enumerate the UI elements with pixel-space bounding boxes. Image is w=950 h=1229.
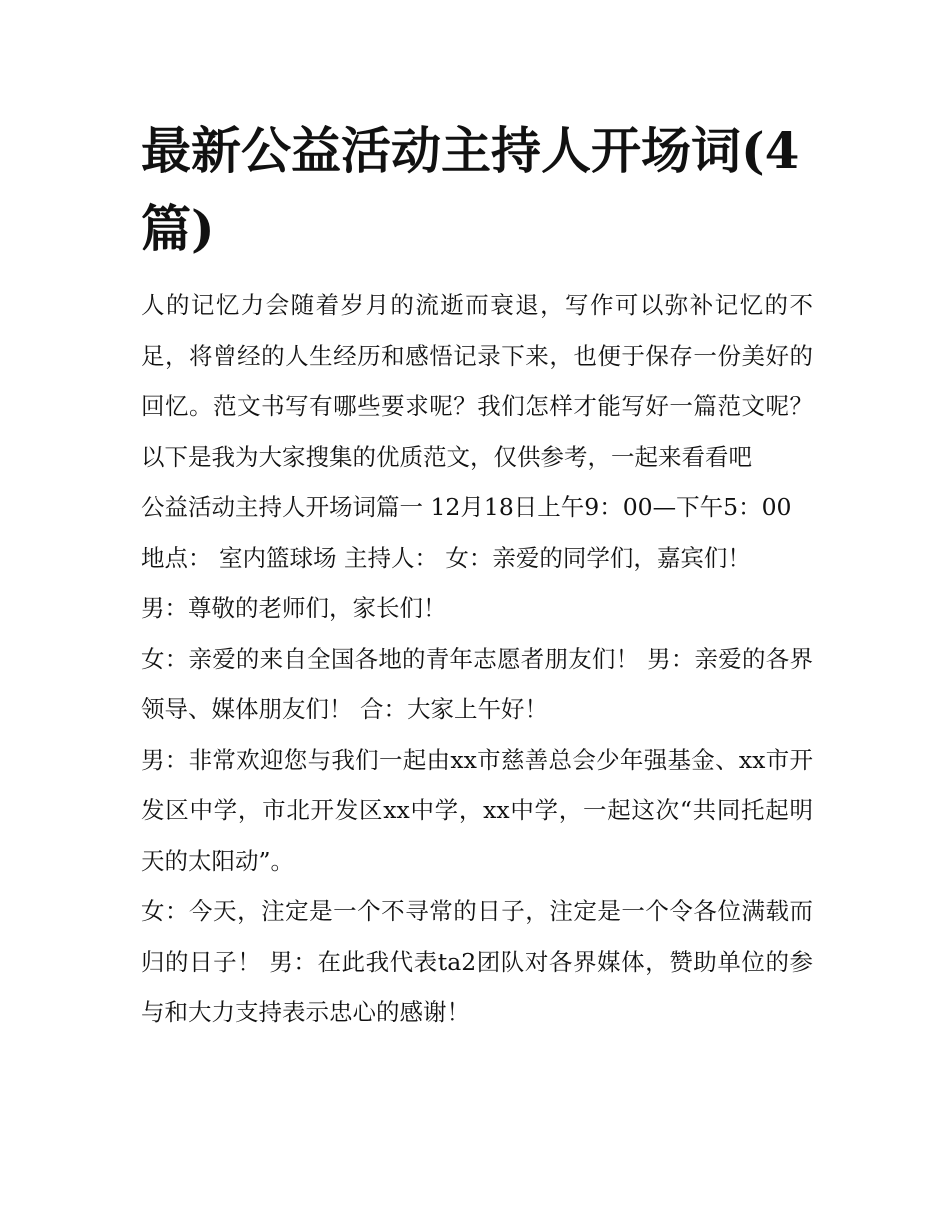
document-page (141, 112, 813, 1038)
paragraph-greeting-teachers: 男：尊敬的老师们，家长们！ (141, 594, 447, 622)
paragraph-welcome: 男：非常欢迎您与我们一起由xx市慈善总会少年强基金、xx市开发区中学，市北开发区xx中学，xx中学，一起这次“共同托起明天的太阳动”。 (141, 745, 813, 875)
paragraph-greeting-volunteers: 女：亲爱的来自全国各地的青年志愿者朋友们！ 男：亲爱的各界领导、媒体朋友们！ 合：大家上午好！ (141, 644, 813, 723)
intro-paragraph: 人的记忆力会随着岁月的流逝而衰退，写作可以弥补记忆的不足，将曾经的人生经历和感悟记录下来，也便于保存一份美好的回忆。范文书写有哪些要求呢？我们怎样才能写好一篇范文呢？以下是我为大家搜集的优质范文，仅供参考，一起来看看吧 (141, 291, 813, 471)
document-title: 最新公益活动主持人开场词(4篇) (141, 121, 800, 258)
paragraph-location: 地点： 室内篮球场 主持人： 女：亲爱的同学们，嘉宾们！ (141, 543, 751, 572)
paragraph-time: 公益活动主持人开场词篇一 12月18日上午9：00—下午5：00 (141, 493, 792, 521)
paragraph-thanks: 女：今天，注定是一个不寻常的日子，注定是一个令各位满载而归的日子！ 男：在此我代表ta2团队对各界媒体，赞助单位的参与和大力支持表示忠心的感谢！ (141, 897, 813, 1026)
